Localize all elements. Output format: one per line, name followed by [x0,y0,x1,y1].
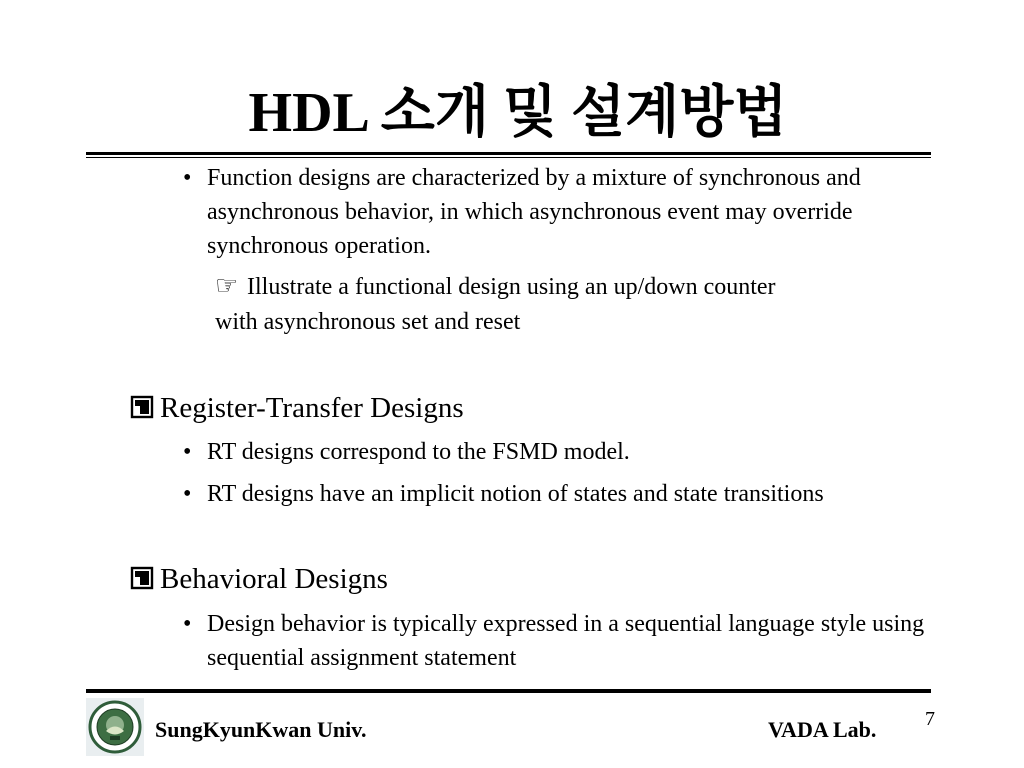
rt-bullet-1-text: RT designs correspond to the FSMD model. [207,439,630,465]
title-divider-thin [86,157,931,158]
rt-heading-text: Register-Transfer Designs [160,392,464,424]
bullet-dot: • [183,439,192,465]
functional-note-text: Illustrate a functional design using an up/down counter with asynchronous set and reset [215,274,776,335]
functional-bullet [183,161,943,263]
pointing-hand-icon: ☞ [215,271,239,300]
footer-divider [86,689,931,693]
university-seal-logo [86,698,144,756]
footer-university: SungKyunKwan Univ. [155,717,367,742]
behavioral-bullet-1-text: Design behavior is typically expressed in a sequential language style using sequential assignment statement [207,611,925,671]
rt-bullet-2-text: RT designs have an implicit notion of states and state transitions [207,481,824,507]
outlined-box-icon [130,566,154,590]
behavioral-heading-text: Behavioral Designs [160,563,388,595]
slide-title: HDL 소개 및 설계방법 [248,82,788,144]
page-number: 7 [925,708,935,730]
footer-lab: VADA Lab. [768,717,877,742]
bullet-dot: • [183,165,192,191]
behavioral-heading [130,561,388,597]
title-divider-thick [86,152,931,155]
bullet-dot: • [183,611,192,637]
rt-bullet-2 [183,477,953,511]
functional-bullet-text: Function designs are characterized by a mixture of synchronous and asynchronous behavior, in which asynchronous event may override synchronous operation. [207,165,861,259]
functional-note [215,268,815,340]
bullet-dot: • [183,481,192,507]
outlined-box-icon [130,395,154,419]
rt-heading [130,390,464,426]
behavioral-bullet-1 [183,607,943,675]
rt-bullet-1 [183,435,943,469]
